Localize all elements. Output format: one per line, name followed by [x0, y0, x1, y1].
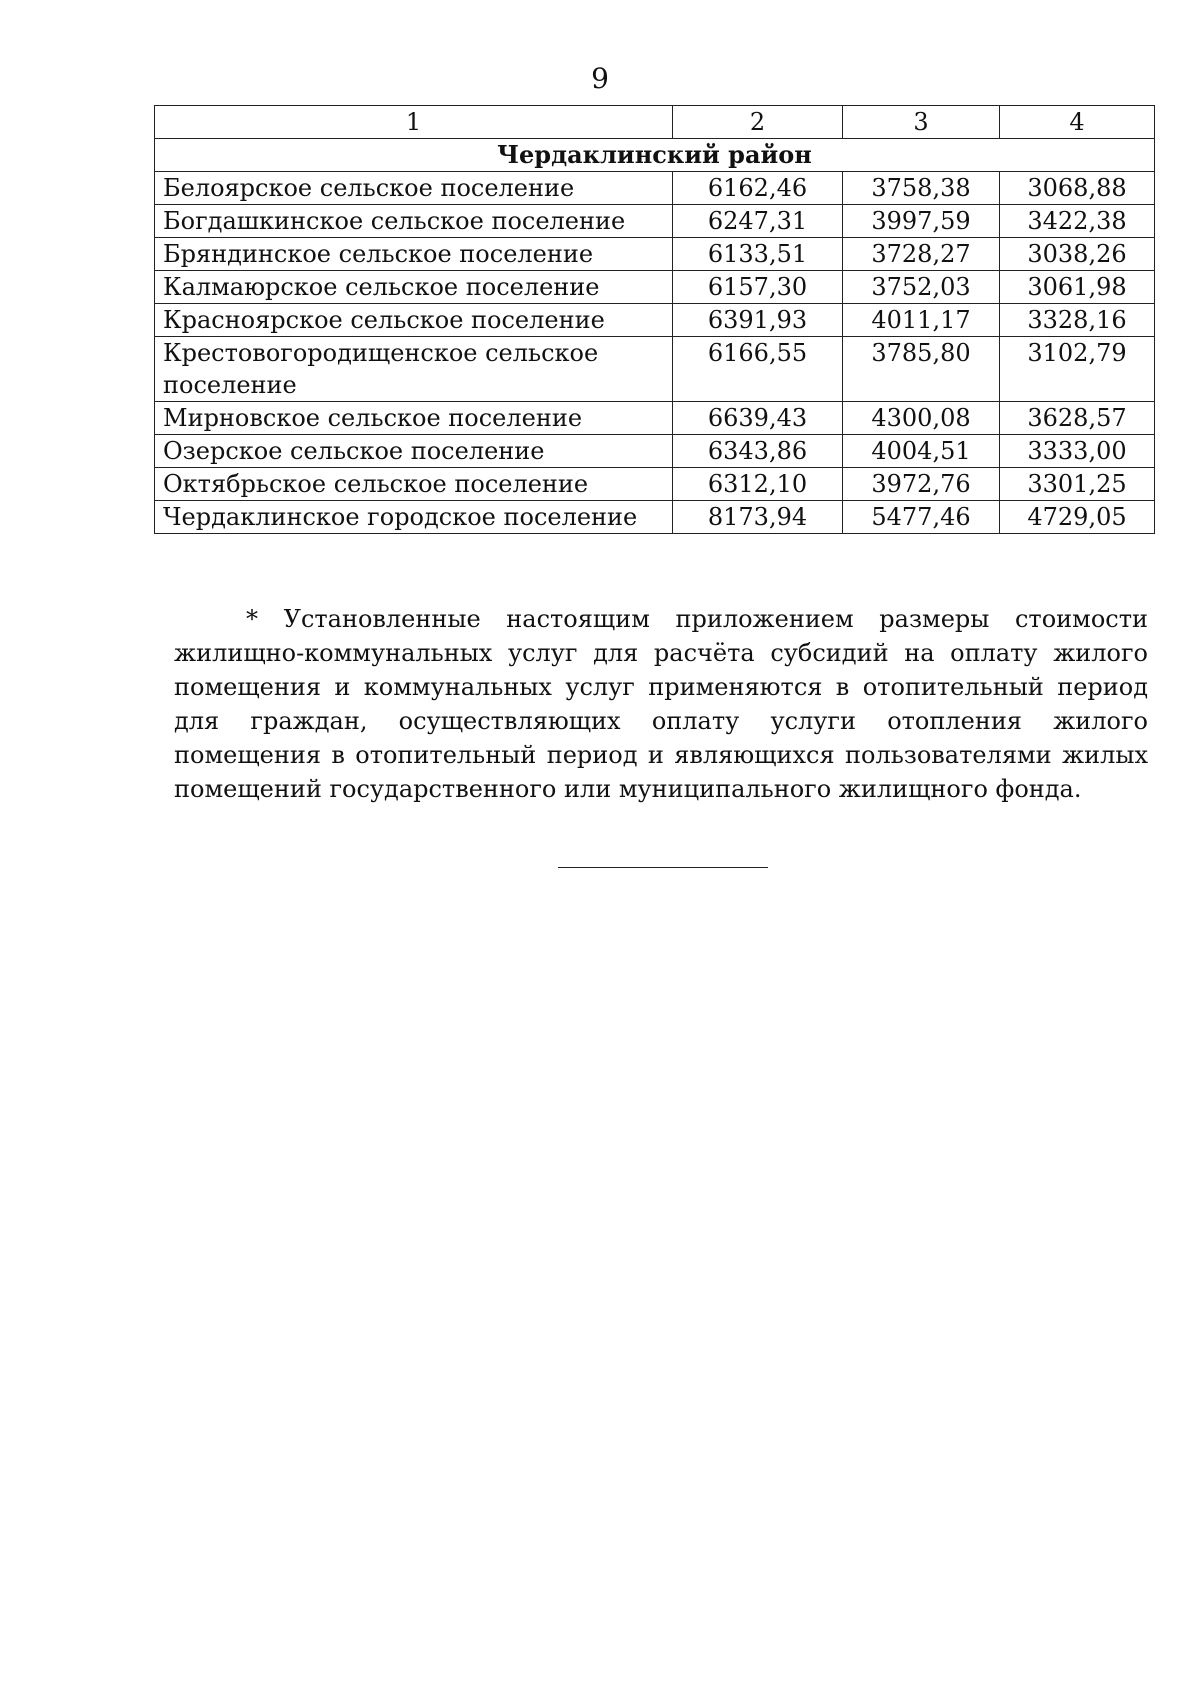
settlement-name: Калмаюрское сельское поселение — [155, 271, 673, 304]
settlement-name: Бряндинское сельское поселение — [155, 238, 673, 271]
value-col-4: 3102,79 — [1000, 337, 1155, 402]
settlement-name: Крестовогородищенское сельское поселение — [155, 337, 673, 402]
table-row — [155, 238, 1155, 271]
value-col-4: 3301,25 — [1000, 468, 1155, 501]
table-row — [155, 501, 1155, 534]
column-header-3: 3 — [843, 106, 1000, 139]
value-col-2: 8173,94 — [673, 501, 843, 534]
table-row — [155, 435, 1155, 468]
settlement-name: Мирновское сельское поселение — [155, 402, 673, 435]
value-col-4: 3422,38 — [1000, 205, 1155, 238]
value-col-4: 3333,00 — [1000, 435, 1155, 468]
value-col-3: 3758,38 — [843, 172, 1000, 205]
value-col-2: 6157,30 — [673, 271, 843, 304]
column-header-2: 2 — [673, 106, 843, 139]
table-row — [155, 172, 1155, 205]
footnote: * Установленные настоящим приложением размеры стоимости жилищно-коммунальных услуг для расчёта субсидий на оплату жилого помещения и коммунальных услуг применяются в отопительный период для граждан, осуществляющих оплату услуги отопления жилого помещения в отопительный период и являющихся пользователями жилых помещений государственного или муниципального жилищного фонда. — [174, 605, 1148, 803]
table-row — [155, 304, 1155, 337]
column-header-1: 1 — [155, 106, 673, 139]
value-col-3: 3728,27 — [843, 238, 1000, 271]
value-col-4: 3068,88 — [1000, 172, 1155, 205]
table-header-row — [155, 106, 1155, 139]
value-col-3: 4011,17 — [843, 304, 1000, 337]
value-col-4: 3328,16 — [1000, 304, 1155, 337]
value-col-2: 6162,46 — [673, 172, 843, 205]
district-name: Чердаклинский район — [155, 139, 1155, 172]
settlement-name: Озерское сельское поселение — [155, 435, 673, 468]
table-row — [155, 205, 1155, 238]
settlement-name: Богдашкинское сельское поселение — [155, 205, 673, 238]
table-row — [155, 402, 1155, 435]
table-row — [155, 271, 1155, 304]
closing-separator-line — [558, 867, 768, 868]
value-col-4: 3061,98 — [1000, 271, 1155, 304]
value-col-3: 4300,08 — [843, 402, 1000, 435]
value-col-3: 3785,80 — [843, 337, 1000, 402]
value-col-4: 3038,26 — [1000, 238, 1155, 271]
value-col-2: 6343,86 — [673, 435, 843, 468]
value-col-3: 3972,76 — [843, 468, 1000, 501]
value-col-4: 4729,05 — [1000, 501, 1155, 534]
value-col-3: 4004,51 — [843, 435, 1000, 468]
settlements-table — [154, 105, 1155, 534]
settlement-name: Чердаклинское городское поселение — [155, 501, 673, 534]
value-col-4: 3628,57 — [1000, 402, 1155, 435]
settlement-name: Белоярское сельское поселение — [155, 172, 673, 205]
value-col-2: 6247,31 — [673, 205, 843, 238]
value-col-2: 6312,10 — [673, 468, 843, 501]
value-col-3: 3752,03 — [843, 271, 1000, 304]
value-col-3: 3997,59 — [843, 205, 1000, 238]
value-col-2: 6391,93 — [673, 304, 843, 337]
value-col-2: 6639,43 — [673, 402, 843, 435]
value-col-3: 5477,46 — [843, 501, 1000, 534]
value-col-2: 6166,55 — [673, 337, 843, 402]
settlement-name: Октябрьское сельское поселение — [155, 468, 673, 501]
table-row — [155, 468, 1155, 501]
value-col-2: 6133,51 — [673, 238, 843, 271]
district-row — [155, 139, 1155, 172]
page-number: 9 — [591, 62, 609, 95]
column-header-4: 4 — [1000, 106, 1155, 139]
table-row — [155, 337, 1155, 402]
settlement-name: Красноярское сельское поселение — [155, 304, 673, 337]
